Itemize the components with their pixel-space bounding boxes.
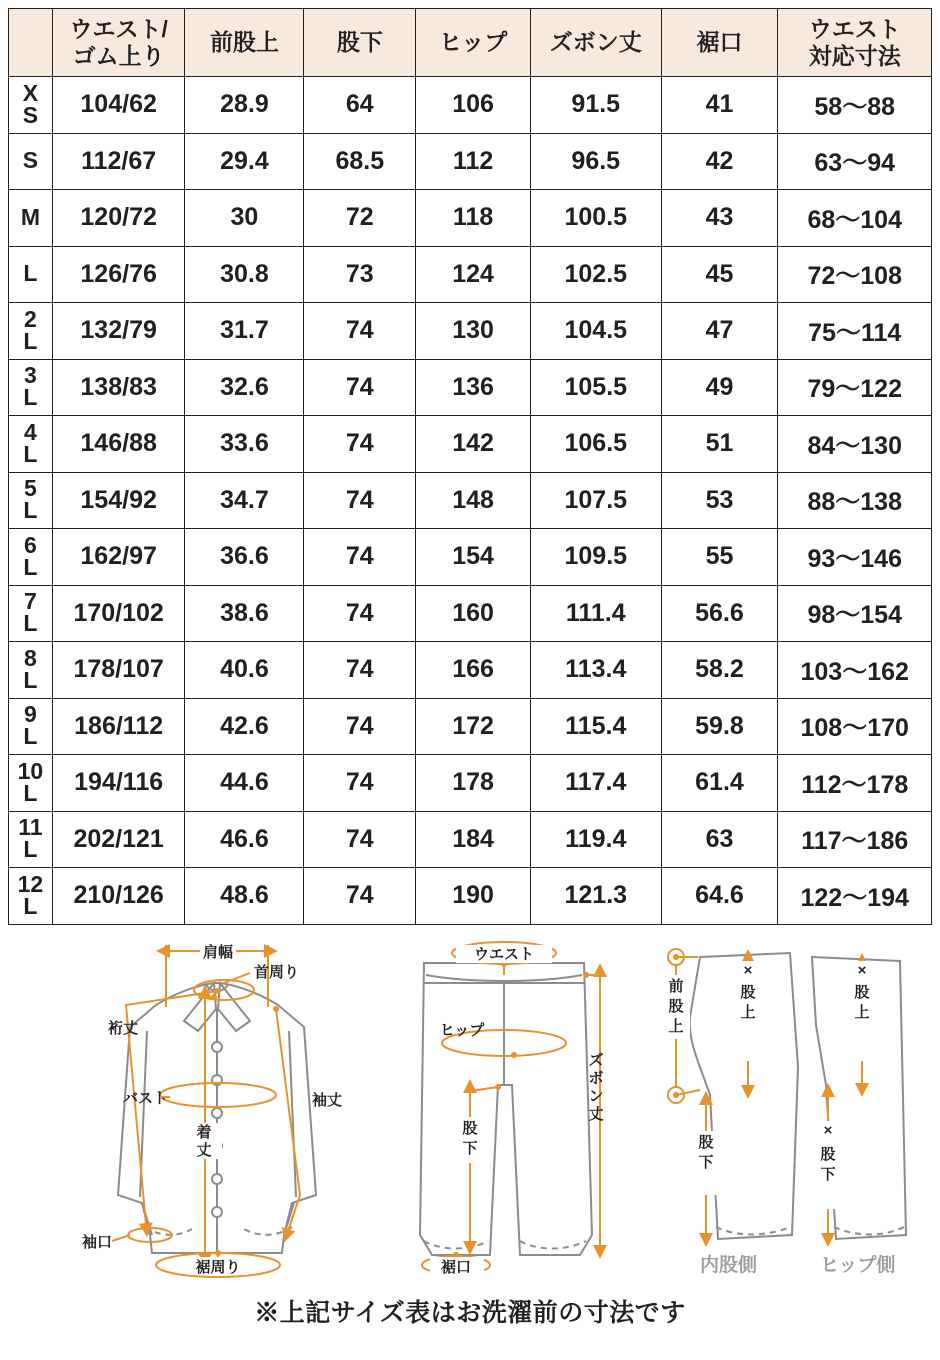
- label-length-1: 着: [196, 1123, 212, 1141]
- cell-waist-gom: 186/112: [52, 698, 185, 755]
- header-cell-waist-range: [778, 9, 932, 77]
- cell-inseam: 74: [304, 868, 416, 925]
- cell-hip: 124: [416, 246, 531, 303]
- cell-size: [9, 698, 53, 755]
- cell-waist-gom: 178/107: [52, 642, 185, 699]
- label-rise-x-mark: ×: [743, 961, 753, 979]
- label-sleeve: 袖丈: [312, 1091, 343, 1109]
- label-shoulder: 肩幅: [202, 943, 234, 961]
- label-rise-x-hip-2: 上: [854, 1003, 870, 1021]
- cell-hip: 178: [416, 755, 531, 812]
- cell-hip: 160: [416, 585, 531, 642]
- size-line-2: L: [23, 836, 38, 863]
- cell-waist-gom: 138/83: [52, 359, 185, 416]
- cell-pants-length: 102.5: [531, 246, 662, 303]
- header-row: [9, 9, 932, 77]
- header-cell-hem: [661, 9, 778, 77]
- table-row: [9, 133, 932, 190]
- cell-size: [9, 529, 53, 586]
- size-line-1: 12: [17, 870, 44, 897]
- table-row: [9, 868, 932, 925]
- size-line-2: L: [23, 384, 38, 411]
- cell-front-rise: 42.6: [185, 698, 304, 755]
- header-line-1: ウエスト/: [69, 16, 168, 43]
- cell-front-rise: 36.6: [185, 529, 304, 586]
- cell-inseam: 74: [304, 359, 416, 416]
- table-row: [9, 416, 932, 473]
- header-cell-hip: [416, 9, 531, 77]
- label-pants-length-2: ボ: [588, 1069, 604, 1087]
- cell-size: [9, 642, 53, 699]
- size-table: [8, 8, 932, 925]
- cell-waist-gom: 120/72: [52, 190, 185, 247]
- header-line-1: 裾口: [696, 29, 743, 56]
- size-line-2: L: [23, 892, 38, 919]
- label-inseam-1: 股: [462, 1119, 478, 1137]
- label-inner-side: 内股側: [700, 1254, 758, 1276]
- cell-hip: 154: [416, 529, 531, 586]
- table-row: [9, 811, 932, 868]
- cell-size: [9, 472, 53, 529]
- cell-hem: 42: [661, 133, 778, 190]
- header-line-1: 股下: [336, 29, 383, 56]
- cell-pants-length: 111.4: [531, 585, 662, 642]
- label-front-rise-1: 前: [668, 977, 684, 995]
- cell-front-rise: 29.4: [185, 133, 304, 190]
- cell-front-rise: 44.6: [185, 755, 304, 812]
- cell-waist-gom: 162/97: [52, 529, 185, 586]
- header-line-1: ウエスト: [808, 16, 901, 43]
- cell-front-rise: 48.6: [185, 868, 304, 925]
- cell-hem: 51: [661, 416, 778, 473]
- cell-waist-gom: 146/88: [52, 416, 185, 473]
- cell-pants-length: 119.4: [531, 811, 662, 868]
- cell-size: [9, 303, 53, 360]
- pants-illustration: [420, 942, 604, 1276]
- label-rise-x-1: 股: [740, 983, 756, 1001]
- label-yuki: 裄丈: [108, 1019, 139, 1037]
- label-length-2: 丈: [196, 1141, 212, 1159]
- header-line-2: ゴム上り: [72, 42, 165, 69]
- cell-hem: 59.8: [661, 698, 778, 755]
- label-front-rise-2: 股: [668, 997, 684, 1015]
- header-line-2: 対応寸法: [808, 42, 901, 69]
- table-row: [9, 190, 932, 247]
- label-hip-side: ヒップ側: [820, 1254, 896, 1276]
- table-row: [9, 585, 932, 642]
- label-pants-length-3: ン: [588, 1087, 604, 1105]
- cell-front-rise: 31.7: [185, 303, 304, 360]
- illustration-svg: [0, 935, 940, 1335]
- cell-hip: 148: [416, 472, 531, 529]
- cell-waist-range: 98〜154: [778, 585, 932, 642]
- cell-hem: 61.4: [661, 755, 778, 812]
- cell-waist-range: 103〜162: [778, 642, 932, 699]
- cell-size: [9, 77, 53, 134]
- cell-waist-gom: 112/67: [52, 133, 185, 190]
- label-hem: 裾口: [440, 1258, 472, 1276]
- label-inseam-x-1: 股: [698, 1133, 714, 1151]
- cell-hem: 55: [661, 529, 778, 586]
- size-line-1: 6: [24, 531, 37, 558]
- cell-pants-length: 113.4: [531, 642, 662, 699]
- label-inseam-x-hip-1: 股: [820, 1145, 836, 1163]
- cell-waist-gom: 210/126: [52, 868, 185, 925]
- table-row: [9, 359, 932, 416]
- size-line-1: 4: [24, 418, 37, 445]
- cell-pants-length: 121.3: [531, 868, 662, 925]
- table-row: [9, 529, 932, 586]
- cell-front-rise: 40.6: [185, 642, 304, 699]
- size-line-1: L: [23, 260, 38, 287]
- cell-waist-range: 108〜170: [778, 698, 932, 755]
- cell-waist-range: 88〜138: [778, 472, 932, 529]
- cell-inseam: 74: [304, 811, 416, 868]
- washing-note: ※上記サイズ表はお洗濯前の寸法です: [254, 1298, 686, 1327]
- cell-waist-gom: 132/79: [52, 303, 185, 360]
- size-line-1: 8: [24, 644, 37, 671]
- cell-waist-range: 122〜194: [778, 868, 932, 925]
- cell-size: [9, 133, 53, 190]
- cell-inseam: 73: [304, 246, 416, 303]
- cell-pants-length: 91.5: [531, 77, 662, 134]
- jacket-illustration: [82, 941, 342, 1335]
- size-line-1: 10: [17, 757, 44, 784]
- size-line-2: S: [22, 101, 39, 128]
- cell-pants-length: 96.5: [531, 133, 662, 190]
- cell-front-rise: 33.6: [185, 416, 304, 473]
- label-inseam-2: 下: [462, 1139, 478, 1157]
- label-inseam-x-hip-2: 下: [820, 1165, 836, 1183]
- cell-waist-gom: 104/62: [52, 77, 185, 134]
- cell-hem: 47: [661, 303, 778, 360]
- cell-front-rise: 38.6: [185, 585, 304, 642]
- rise-detail-illustration: [662, 949, 906, 1276]
- label-rise-x-2: 上: [740, 1003, 756, 1021]
- size-line-2: L: [23, 553, 38, 580]
- cell-pants-length: 106.5: [531, 416, 662, 473]
- cell-pants-length: 109.5: [531, 529, 662, 586]
- cell-pants-length: 105.5: [531, 359, 662, 416]
- header-cell-front-rise: [185, 9, 304, 77]
- table-row: [9, 755, 932, 812]
- cell-pants-length: 117.4: [531, 755, 662, 812]
- label-neck: 首周り: [254, 963, 300, 981]
- cell-waist-gom: 194/116: [52, 755, 185, 812]
- table-row: [9, 303, 932, 360]
- cell-inseam: 74: [304, 416, 416, 473]
- header-line-1: 前股上: [209, 29, 279, 56]
- cell-front-rise: 32.6: [185, 359, 304, 416]
- size-line-1: M: [20, 203, 40, 230]
- cell-hem: 43: [661, 190, 778, 247]
- cell-inseam: 72: [304, 190, 416, 247]
- cell-size: [9, 811, 53, 868]
- cell-inseam: 74: [304, 585, 416, 642]
- size-line-1: 11: [18, 814, 43, 841]
- cell-waist-gom: 154/92: [52, 472, 185, 529]
- cell-waist-range: 84〜130: [778, 416, 932, 473]
- cell-waist-range: 93〜146: [778, 529, 932, 586]
- cell-inseam: 68.5: [304, 133, 416, 190]
- cell-waist-range: 79〜122: [778, 359, 932, 416]
- header-cell-waist-gom: [52, 9, 185, 77]
- cell-front-rise: 30.8: [185, 246, 304, 303]
- cell-hem: 41: [661, 77, 778, 134]
- cell-inseam: 64: [304, 77, 416, 134]
- measurement-illustrations: [0, 935, 940, 1335]
- size-line-1: S: [22, 147, 39, 174]
- cell-hem: 45: [661, 246, 778, 303]
- label-hem-round: 裾周り: [195, 1258, 241, 1276]
- cell-waist-gom: 170/102: [52, 585, 185, 642]
- cell-inseam: 74: [304, 642, 416, 699]
- size-line-2: L: [23, 723, 38, 750]
- cell-front-rise: 46.6: [185, 811, 304, 868]
- size-line-1: X: [22, 79, 39, 106]
- cell-size: [9, 246, 53, 303]
- measure-hem-round: [156, 1250, 280, 1277]
- table-body: [9, 77, 932, 925]
- label-bust: バスト: [122, 1089, 168, 1107]
- cell-hem: 56.6: [661, 585, 778, 642]
- header-cell-size: [9, 9, 53, 77]
- header-line-1: ヒップ: [438, 29, 508, 56]
- cell-hem: 53: [661, 472, 778, 529]
- cell-hip: 112: [416, 133, 531, 190]
- cell-size: [9, 868, 53, 925]
- cell-inseam: 74: [304, 472, 416, 529]
- size-line-1: 3: [24, 362, 37, 389]
- cell-hip: 118: [416, 190, 531, 247]
- size-line-2: L: [23, 610, 38, 637]
- cell-front-rise: 30: [185, 190, 304, 247]
- cell-waist-range: 112〜178: [778, 755, 932, 812]
- cell-hip: 184: [416, 811, 531, 868]
- label-rise-x-mark-2: ×: [857, 961, 867, 979]
- cell-front-rise: 28.9: [185, 77, 304, 134]
- label-pants-length-4: 丈: [588, 1105, 604, 1123]
- cell-hip: 136: [416, 359, 531, 416]
- cell-hip: 106: [416, 77, 531, 134]
- label-cuff: 袖口: [82, 1233, 113, 1251]
- label-waist: ウエスト: [473, 945, 535, 963]
- cell-pants-length: 104.5: [531, 303, 662, 360]
- header-cell-pants-length: [531, 9, 662, 77]
- cell-waist-range: 63〜94: [778, 133, 932, 190]
- cell-inseam: 74: [304, 529, 416, 586]
- cell-pants-length: 115.4: [531, 698, 662, 755]
- cell-hip: 130: [416, 303, 531, 360]
- size-line-1: 5: [24, 475, 37, 502]
- header-line-1: ズボン丈: [549, 29, 642, 56]
- table-row: [9, 472, 932, 529]
- label-inseam-x-2: 下: [698, 1153, 714, 1171]
- cell-hip: 166: [416, 642, 531, 699]
- header-cell-inseam: [304, 9, 416, 77]
- cell-waist-gom: 126/76: [52, 246, 185, 303]
- table-row: [9, 246, 932, 303]
- cell-size: [9, 190, 53, 247]
- size-line-2: L: [23, 779, 38, 806]
- label-hip: ヒップ: [439, 1021, 485, 1039]
- table-row: [9, 642, 932, 699]
- cell-inseam: 74: [304, 303, 416, 360]
- label-front-rise-3: 上: [668, 1017, 684, 1035]
- size-line-2: L: [23, 497, 38, 524]
- label-pants-length-1: ズ: [588, 1051, 604, 1069]
- cell-hem: 49: [661, 359, 778, 416]
- cell-size: [9, 585, 53, 642]
- cell-hem: 63: [661, 811, 778, 868]
- cell-hem: 64.6: [661, 868, 778, 925]
- cell-waist-gom: 202/121: [52, 811, 185, 868]
- cell-hip: 190: [416, 868, 531, 925]
- cell-waist-range: 68〜104: [778, 190, 932, 247]
- table-row: [9, 698, 932, 755]
- cell-waist-range: 72〜108: [778, 246, 932, 303]
- table-row: [9, 77, 932, 134]
- cell-hip: 142: [416, 416, 531, 473]
- cell-size: [9, 359, 53, 416]
- size-line-2: L: [23, 440, 38, 467]
- table-header: [9, 9, 932, 77]
- cell-pants-length: 107.5: [531, 472, 662, 529]
- cell-size: [9, 755, 53, 812]
- size-line-2: L: [23, 327, 38, 354]
- cell-inseam: 74: [304, 755, 416, 812]
- size-line-1: 9: [24, 701, 37, 728]
- cell-waist-range: 117〜186: [778, 811, 932, 868]
- size-line-2: L: [23, 666, 38, 693]
- cell-size: [9, 416, 53, 473]
- cell-pants-length: 100.5: [531, 190, 662, 247]
- size-line-1: 2: [24, 305, 37, 332]
- cell-waist-range: 75〜114: [778, 303, 932, 360]
- cell-waist-range: 58〜88: [778, 77, 932, 134]
- label-inseam-x-mark: ×: [823, 1121, 833, 1139]
- cell-inseam: 74: [304, 698, 416, 755]
- cell-front-rise: 34.7: [185, 472, 304, 529]
- cell-hem: 58.2: [661, 642, 778, 699]
- size-line-1: 7: [24, 588, 37, 615]
- cell-hip: 172: [416, 698, 531, 755]
- label-rise-x-hip-1: 股: [854, 983, 870, 1001]
